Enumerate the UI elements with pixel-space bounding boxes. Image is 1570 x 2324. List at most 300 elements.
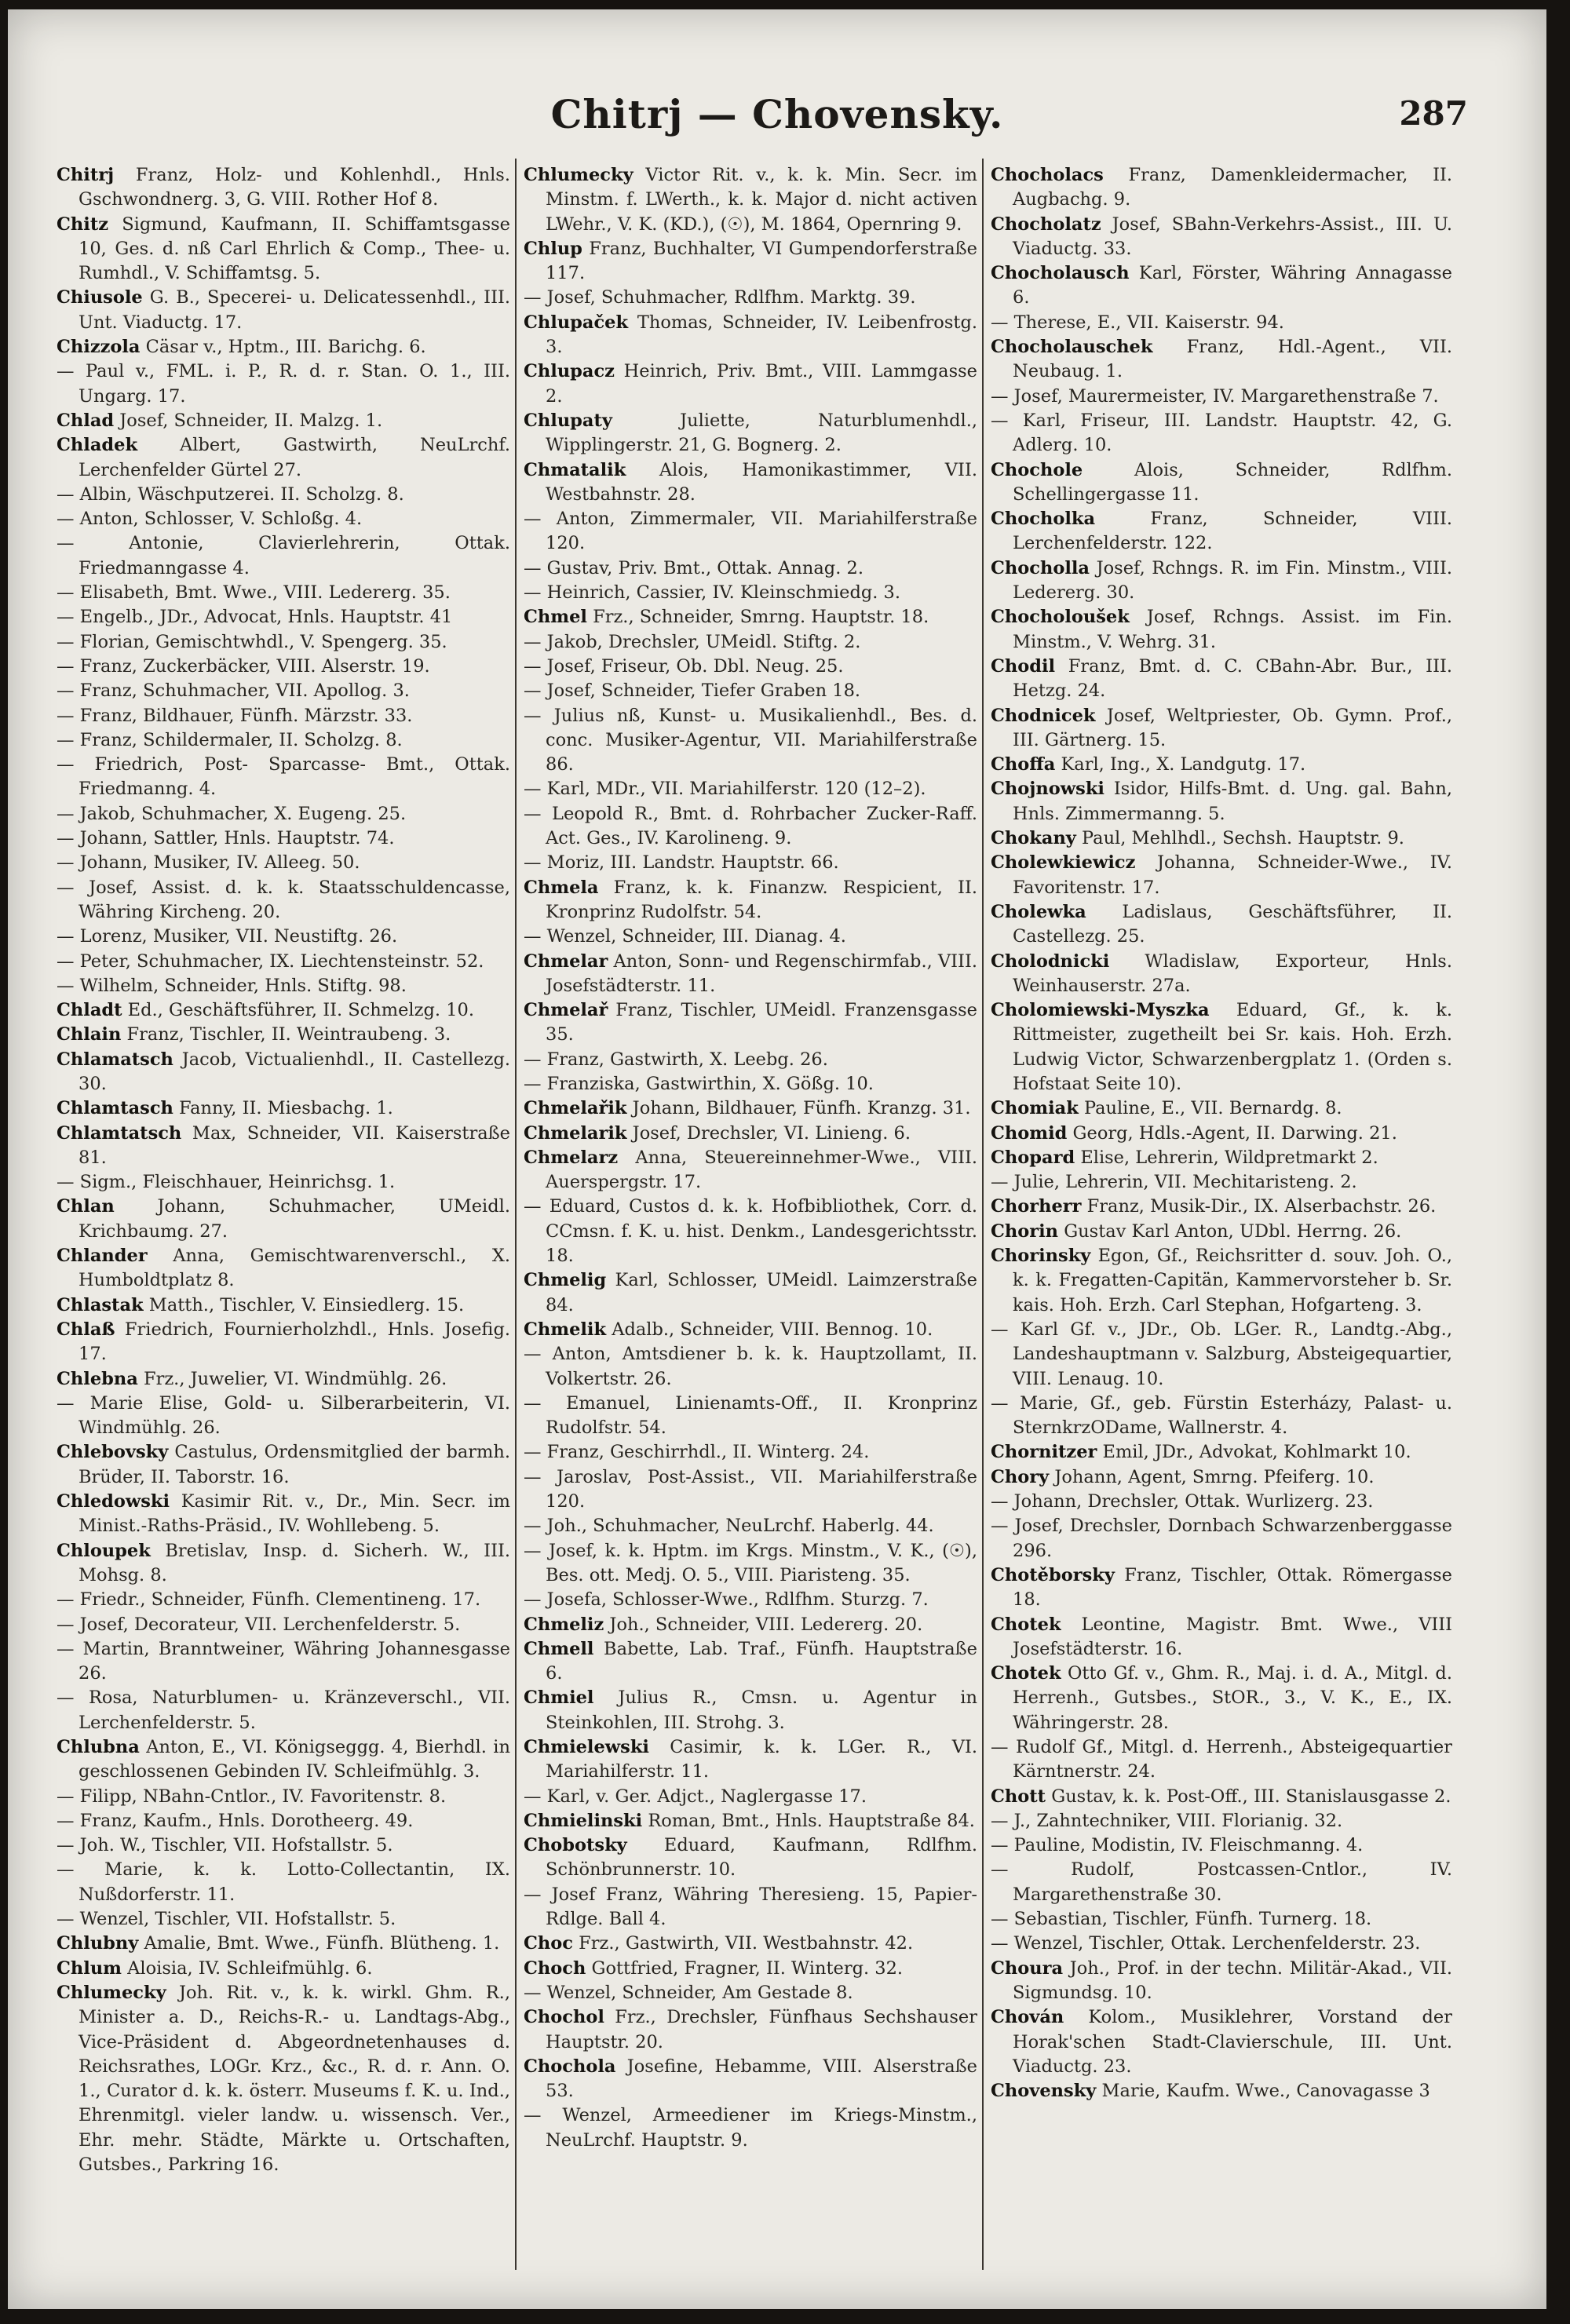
entry-details: — Franz, Zuckerbäcker, VIII. Alserstr. 19.: [57, 655, 430, 677]
entry-details: — Josefa, Schlosser-Wwe., Rdlfhm. Sturzg. 7.: [524, 1589, 929, 1611]
entry-details: — Anton, Zimmermaler, VII. Mariahilferstraße 120.: [524, 509, 977, 554]
entry-surname: Chocholka: [991, 509, 1096, 530]
entry-details: Johann, Bildhauer, Fünfh. Kranzg. 31.: [626, 1098, 971, 1119]
directory-entry: [524, 1588, 977, 1612]
entry-details: Anna, Gemischtwarenverschl., X. Humboldtplatz 8.: [78, 1246, 510, 1291]
entry-surname: Chlupacz: [524, 361, 615, 382]
directory-entry: [991, 1957, 1452, 2006]
directory-entry: [524, 1613, 977, 1637]
directory-entry: [991, 2079, 1452, 2103]
directory-entry: [524, 163, 977, 237]
directory-entry: [524, 1833, 977, 1883]
directory-entry: [991, 1907, 1452, 1932]
directory-entry: [991, 2005, 1452, 2079]
entry-details: Josef, Weltpriester, Ob. Gymn. Prof., III. Gärtnerg. 15.: [1013, 705, 1452, 750]
directory-entry: [57, 1981, 510, 2177]
entry-details: Franz, Buchhalter, VI Gumpendorferstraße 117.: [546, 238, 977, 284]
entry-details: Joh. Rit. v., k. k. wirkl. Ghm. R., Minister a. D., Reichs-R.- u. Landtags-Abg., Vice-Präsident d. Abgeordnetenhauses d. Reichsrathes, LOGr. Krz., &c., R. d. r. Ann. O. 1., Curator d. k. k. österr. Museums f. K. u. Ind., Ehrenmitgl. vieler landw. u. wissensch. Ver., Ehr. mehr. Städte, Märkte u. Ortschaften, Gutsbes., Parkring 16.: [78, 1982, 510, 2176]
entry-details: — Sigm., Fleischhauer, Heinrichsg. 1.: [57, 1172, 396, 1193]
entry-details: Gottfried, Fragner, II. Winterg. 32.: [586, 1957, 904, 1979]
directory-entry: [524, 1440, 977, 1465]
directory-entry: [57, 1392, 510, 1441]
directory-entry: [991, 753, 1452, 777]
entry-details: — Wenzel, Armeediener im Kriegs-Minstm., NeuLrchf. Hauptstr. 9.: [524, 2105, 977, 2151]
entry-details: Elise, Lehrerin, Wildpretmarkt 2.: [1075, 1147, 1378, 1168]
entry-details: — Josef Franz, Währing Theresieng. 15, Papier-Rdlge. Ball 4.: [524, 1884, 977, 1930]
directory-entry: [57, 1122, 510, 1171]
directory-entry: [991, 1563, 1452, 1613]
directory-entry: [524, 1195, 977, 1268]
directory-entry: [524, 1883, 977, 1932]
entry-details: Frz., Juwelier, VI. Windmühlg. 26.: [137, 1368, 447, 1389]
entry-details: Paul, Mehlhdl., Sechsh. Hauptstr. 9.: [1075, 828, 1404, 849]
entry-details: Franz, Musik-Dir., IX. Alserbachstr. 26.: [1081, 1196, 1437, 1217]
directory-entry: [991, 1490, 1452, 1514]
entry-details: Franz, Bmt. d. C. CBahn-Abr. Bur., III. Hetzg. 24.: [1013, 655, 1452, 702]
directory-entry: [57, 359, 510, 409]
entry-surname: Chlubna: [57, 1737, 140, 1757]
entry-details: — Joh., Schuhmacher, NeuLrchf. Haberlg. 44.: [524, 1516, 934, 1537]
column-2: [524, 163, 977, 2282]
directory-entry: [991, 950, 1452, 999]
entry-details: Franz, Schneider, VIII. Lerchenfelderstr. 122.: [1013, 509, 1452, 554]
directory-entry: [57, 728, 510, 753]
entry-details: Karl, Ing., X. Landgutg. 17.: [1055, 754, 1306, 775]
entry-details: Anna, Steuereinnehmer-Wwe., VIII. Auerspergstr. 17.: [546, 1147, 977, 1193]
entry-details: Ladislaus, Geschäftsführer, II. Castellezg. 25.: [1013, 901, 1452, 947]
entry-details: — Johann, Drechsler, Ottak. Wurlizerg. 23.: [991, 1491, 1374, 1512]
directory-entry: [57, 433, 510, 483]
entry-surname: Chlum: [57, 1957, 122, 1979]
directory-entry: [524, 1957, 977, 1981]
entry-details: — Wenzel, Tischler, Ottak. Lerchenfelderstr. 23.: [991, 1933, 1421, 1954]
entry-details: — Franz, Schildermaler, II. Scholzg. 8.: [57, 729, 403, 750]
entry-surname: Chokany: [991, 828, 1076, 849]
entry-details: Frz., Gastwirth, VII. Westbahnstr. 42.: [572, 1933, 914, 1954]
entry-details: Otto Gf. v., Ghm. R., Maj. i. d. A., Mitgl. d. Herrenh., Gutsbes., StOR., 3., V. K., E., IX. Währingerstr. 28.: [1013, 1663, 1452, 1733]
directory-entry: [991, 311, 1452, 335]
directory-entry: [57, 630, 510, 655]
entry-surname: Chiusole: [57, 287, 143, 308]
directory-entry: [57, 679, 510, 703]
directory-entry: [991, 1785, 1452, 1809]
entry-details: Juliette, Naturblumenhdl., Wipplingerstr. 21, G. Bognerg. 2.: [546, 410, 977, 456]
directory-entry: [991, 1392, 1452, 1441]
entry-surname: Chodil: [991, 655, 1056, 677]
directory-entry: [57, 1735, 510, 1785]
directory-entry: [57, 1318, 510, 1367]
entry-surname: Choura: [991, 1957, 1064, 1979]
directory-entry: [524, 237, 977, 286]
directory-entry: [57, 1785, 510, 1809]
entry-details: Emil, JDr., Advokat, Kohlmarkt 10.: [1097, 1442, 1411, 1463]
entry-details: — Josef, Friseur, Ob. Dbl. Neug. 25.: [524, 655, 844, 677]
page-number: 287: [1399, 94, 1468, 133]
page-title: Chitrj — Chovensky.: [550, 91, 1004, 137]
column-3: [991, 163, 1452, 2282]
directory-entry: [524, 1932, 977, 1956]
entry-details: Castulus, Ordensmitglied der barmh. Brüder, II. Taborstr. 16.: [78, 1442, 510, 1487]
entry-surname: Chory: [991, 1466, 1050, 1487]
entry-surname: Chlebovsky: [57, 1442, 169, 1463]
entry-details: — Filipp, NBahn-Cntlor., IV. Favoritenstr. 8.: [57, 1786, 447, 1807]
entry-details: — Jakob, Schuhmacher, X. Eugeng. 25.: [57, 803, 407, 824]
directory-entry: [524, 1514, 977, 1538]
entry-details: — Leopold R., Bmt. d. Rohrbacher Zucker-Raff. Act. Ges., IV. Karolineng. 9.: [524, 803, 977, 849]
directory-entry: [991, 1858, 1452, 1907]
entry-details: Johann, Agent, Smrng. Pfeiferg. 10.: [1049, 1466, 1375, 1487]
directory-entry: [524, 679, 977, 703]
entry-surname: Chmelig: [524, 1270, 607, 1291]
entry-surname: Chován: [991, 2007, 1064, 2028]
entry-details: Anton, E., VI. Königseggg. 4, Bierhdl. in geschlossenen Gebinden IV. Schleifmühlg. 3.: [78, 1737, 510, 1782]
entry-surname: Choch: [524, 1957, 586, 1979]
entry-details: — Marie Elise, Gold- u. Silberarbeiterin, VI. Windmühlg. 26.: [57, 1392, 510, 1439]
entry-surname: Chocholacs: [991, 165, 1104, 185]
entry-surname: Chomid: [991, 1122, 1068, 1144]
entry-details: — Wilhelm, Schneider, Hnls. Stiftg. 98.: [57, 975, 407, 996]
entry-details: — Josef, Schuhmacher, Rdlfhm. Marktg. 39.: [524, 287, 916, 308]
entry-details: Karl, Förster, Währing Annagasse 6.: [1013, 263, 1452, 308]
directory-entry: [524, 1686, 977, 1735]
entry-details: — Florian, Gemischtwhdl., V. Spengerg. 35.: [57, 631, 447, 652]
directory-entry: [57, 286, 510, 335]
entry-surname: Cholodnicki: [991, 950, 1110, 972]
entry-surname: Chlain: [57, 1024, 122, 1045]
entry-details: — Franz, Gastwirth, X. Leebg. 26.: [524, 1049, 828, 1070]
entry-details: Johanna, Schneider-Wwe., IV. Favoritenstr. 17.: [1013, 852, 1452, 898]
entry-details: Alois, Hamonikastimmer, VII. Westbahnstr. 28.: [546, 459, 977, 505]
directory-page: [8, 9, 1546, 2309]
directory-entry: [524, 605, 977, 629]
entry-details: — Franziska, Gastwirthin, X. Gößg. 10.: [524, 1073, 874, 1094]
entry-details: Franz, Damenkleidermacher, II. Augbachg. 9.: [1013, 165, 1452, 210]
directory-entry: [57, 335, 510, 359]
entry-details: Josefine, Hebamme, VIII. Alserstraße 53.: [546, 2056, 977, 2102]
entry-details: — Jaroslav, Post-Assist., VII. Mariahilferstraße 120.: [524, 1466, 977, 1512]
entry-details: Wladislaw, Exporteur, Hnls. Weinhauserstr. 27a.: [1013, 950, 1452, 996]
entry-surname: Chotěborsky: [991, 1564, 1115, 1585]
entry-details: Amalie, Bmt. Wwe., Fünfh. Blütheng. 1.: [138, 1933, 500, 1954]
directory-entry: [524, 556, 977, 581]
entry-details: — Elisabeth, Bmt. Wwe., VIII. Ledererg. 35.: [57, 582, 451, 604]
entry-details: Gustav Karl Anton, UDbl. Herrng. 26.: [1058, 1220, 1402, 1242]
entry-details: Frz., Drechsler, Fünfhaus Sechshauser Hauptstr. 20.: [546, 2007, 977, 2052]
directory-entry: [991, 777, 1452, 826]
directory-entry: [524, 1146, 977, 1195]
directory-entry: [524, 1637, 977, 1687]
directory-entry: [57, 1244, 510, 1293]
entry-details: Roman, Bmt., Hnls. Hauptstraße 84.: [642, 1810, 975, 1831]
entry-details: — Franz, Bildhauer, Fünfh. Märzstr. 33.: [57, 705, 413, 726]
directory-entry: [524, 1785, 977, 1809]
entry-details: — Jakob, Drechsler, UMeidl. Stiftg. 2.: [524, 631, 861, 652]
directory-entry: [991, 163, 1452, 213]
entry-details: — Julius nß, Kunst- u. Musikalienhdl., Bes. d. conc. Musiker-Agentur, VII. Mariahilferstraße 86.: [524, 705, 977, 775]
entry-details: Anton, Sonn- und Regenschirmfab., VIII. Josefstädterstr. 11.: [546, 950, 977, 996]
entry-details: — Anton, Schlosser, V. Schloßg. 4.: [57, 509, 363, 530]
entry-surname: Chmielewski: [524, 1737, 649, 1757]
directory-entry: [524, 1465, 977, 1515]
directory-entry: [57, 531, 510, 581]
directory-entry: [57, 483, 510, 507]
page-header: [8, 91, 1546, 157]
entry-details: Eduard, Kaufmann, Rdlfhm. Schönbrunnerstr. 10.: [546, 1835, 977, 1881]
directory-entry: [524, 1342, 977, 1392]
entry-surname: Chocholla: [991, 557, 1090, 578]
directory-entry: [991, 1318, 1452, 1392]
directory-entry: [991, 458, 1452, 508]
entry-surname: Chocholoušek: [991, 607, 1130, 628]
entry-details: — Wenzel, Tischler, VII. Hofstallstr. 5.: [57, 1909, 396, 1930]
entry-details: — Julie, Lehrerin, VII. Mechitaristeng. 2.: [991, 1172, 1357, 1193]
directory-entry: [524, 581, 977, 605]
entry-surname: Chmelar: [524, 950, 608, 972]
entry-details: — Emanuel, Linienamts-Off., II. Kronprinz Rudolfstr. 54.: [524, 1392, 977, 1439]
entry-details: — Engelb., JDr., Advocat, Hnls. Hauptstr. 41: [57, 607, 453, 628]
entry-details: — Friedrich, Post- Sparcasse- Bmt., Ottak. Friedmanng. 4.: [57, 754, 510, 800]
entry-details: — Josef, Decorateur, VII. Lerchenfelderstr. 5.: [57, 1614, 461, 1635]
directory-entry: [991, 1146, 1452, 1170]
entry-surname: Chloupek: [57, 1540, 151, 1561]
entry-surname: Chmelik: [524, 1319, 607, 1340]
column-1: [57, 163, 510, 2282]
directory-entry: [991, 655, 1452, 704]
directory-entry: [524, 1048, 977, 1072]
directory-entry: [57, 1490, 510, 1539]
entry-details: — Joh. W., Tischler, VII. Hofstallstr. 5.: [57, 1835, 393, 1856]
entry-details: Franz, k. k. Finanzw. Respicient, II. Kronprinz Rudolfstr. 54.: [546, 877, 977, 922]
entry-details: — Friedr., Schneider, Fünfh. Clementineng. 17.: [57, 1589, 481, 1611]
directory-entry: [524, 998, 977, 1048]
directory-entry: [524, 1392, 977, 1441]
entry-surname: Chmelař: [524, 1000, 608, 1021]
entry-details: — Sebastian, Tischler, Fünfh. Turnerg. 18.: [991, 1909, 1372, 1930]
entry-surname: Chizzola: [57, 337, 141, 358]
entry-details: Karl, Schlosser, UMeidl. Laimzerstraße 84.: [546, 1270, 977, 1315]
directory-entry: [57, 1833, 510, 1858]
entry-details: Kolom., Musiklehrer, Vorstand der Horak'schen Stadt-Clavierschule, III. Unt. Viaductg. 23.: [1013, 2007, 1452, 2077]
entry-surname: Chojnowski: [991, 779, 1104, 800]
entry-surname: Chladt: [57, 1000, 122, 1021]
entry-details: Josef, SBahn-Verkehrs-Assist., III. U. Viaductg. 33.: [1013, 213, 1452, 259]
entry-surname: Chlebna: [57, 1368, 138, 1389]
directory-entry: [524, 1809, 977, 1833]
directory-entry: [991, 1662, 1452, 1735]
entry-details: Julius R., Cmsn. u. Agentur in Steinkohlen, III. Strohg. 3.: [546, 1687, 977, 1733]
entry-surname: Chocholausch: [991, 263, 1130, 284]
entry-surname: Cholewkiewicz: [991, 852, 1136, 874]
directory-entry: [57, 802, 510, 826]
entry-details: — Karl, Friseur, III. Landstr. Hauptstr. 42, G. Adlerg. 10.: [991, 410, 1452, 456]
entry-details: Adalb., Schneider, VIII. Bennog. 10.: [606, 1319, 933, 1340]
entry-details: — Heinrich, Cassier, IV. Kleinschmiedg. 3.: [524, 582, 901, 604]
entry-details: Eduard, Gf., k. k. Rittmeister, zugetheilt bei Sr. kais. Hoh. Erzh. Ludwig Victor, Schwarzenbergplatz 1. (Orden s. Hofstaat Seite 10).: [1013, 1000, 1452, 1094]
entry-surname: Chmelarik: [524, 1122, 627, 1144]
entry-details: — Gustav, Priv. Bmt., Ottak. Annag. 2.: [524, 557, 864, 578]
directory-entry: [991, 1833, 1452, 1858]
entry-details: Marie, Kaufm. Wwe., Canovagasse 3: [1096, 2081, 1430, 2102]
entry-details: — Pauline, Modistin, IV. Fleischmanng. 4.: [991, 1835, 1364, 1856]
directory-entry: [991, 1096, 1452, 1121]
entry-surname: Chorin: [991, 1220, 1059, 1242]
entry-details: Isidor, Hilfs-Bmt. d. Ung. gal. Bahn, Hnls. Zimmermanng. 5.: [1013, 779, 1452, 824]
directory-entry: [524, 409, 977, 458]
entry-details: Cäsar v., Hptm., III. Barichg. 6.: [140, 337, 426, 358]
directory-entry: [524, 286, 977, 310]
entry-surname: Chmell: [524, 1638, 594, 1659]
directory-entry: [991, 1244, 1452, 1318]
directory-entry: [524, 2005, 977, 2055]
directory-entry: [57, 753, 510, 802]
entry-surname: Cholomiewski-Myszka: [991, 1000, 1210, 1021]
entry-details: Franz, Tischler, UMeidl. Franzensgasse 35.: [546, 1000, 977, 1045]
directory-entry: [991, 213, 1452, 262]
entry-surname: Chovensky: [991, 2081, 1097, 2102]
directory-entry: [57, 1613, 510, 1637]
entry-details: — Anton, Amtsdiener b. k. k. Hauptzollamt, II. Volkertstr. 26.: [524, 1344, 977, 1389]
entry-details: Casimir, k. k. LGer. R., VI. Mariahilferstr. 11.: [546, 1737, 977, 1782]
entry-surname: Chlander: [57, 1246, 148, 1267]
directory-entry: [57, 1096, 510, 1121]
directory-entry: [524, 777, 977, 801]
entry-details: — Antonie, Clavierlehrerin, Ottak. Friedmanngasse 4.: [57, 533, 510, 578]
entry-details: — Josef, Drechsler, Dornbach Schwarzenberggasse 296.: [991, 1516, 1452, 1561]
entry-details: — Josef, Maurermeister, IV. Margarethenstraße 7.: [991, 385, 1439, 407]
directory-entry: [57, 1048, 510, 1097]
entry-surname: Chmelařik: [524, 1098, 627, 1119]
entry-details: Aloisia, IV. Schleifmühlg. 6.: [121, 1957, 373, 1979]
directory-entry: [524, 1318, 977, 1342]
directory-entry: [524, 1072, 977, 1096]
entry-surname: Chlaß: [57, 1319, 115, 1340]
directory-entry: [57, 925, 510, 949]
entry-details: Joh., Schneider, VIII. Ledererg. 20.: [604, 1614, 923, 1635]
entry-surname: Chochole: [991, 459, 1083, 480]
directory-entry: [991, 1932, 1452, 1956]
entry-surname: Choc: [524, 1933, 573, 1954]
entry-surname: Chopard: [991, 1147, 1075, 1168]
directory-entry: [57, 826, 510, 851]
entry-details: — Rudolf, Postcassen-Cntlor., IV. Margarethenstraße 30.: [991, 1859, 1452, 1905]
entry-surname: Chlastak: [57, 1294, 144, 1315]
directory-entry: [524, 630, 977, 655]
entry-surname: Chotek: [991, 1614, 1061, 1635]
directory-entry: [991, 556, 1452, 606]
directory-entry: [57, 1637, 510, 1687]
entry-details: Pauline, E., VII. Bernardg. 8.: [1078, 1098, 1342, 1119]
entry-details: Josef, Schneider, II. Malzg. 1.: [114, 410, 383, 431]
entry-details: — Johann, Musiker, IV. Alleeg. 50.: [57, 852, 360, 874]
directory-entry: [57, 655, 510, 679]
directory-entry: [991, 1465, 1452, 1490]
entry-details: — Karl, v. Ger. Adjct., Naglergasse 17.: [524, 1786, 867, 1807]
entry-surname: Chladek: [57, 435, 138, 456]
entry-details: — Josef, Schneider, Tiefer Graben 18.: [524, 680, 861, 702]
entry-surname: Choffa: [991, 754, 1056, 775]
entry-surname: Chmatalik: [524, 459, 626, 480]
directory-entry: [524, 458, 977, 508]
entry-details: Thomas, Schneider, IV. Leibenfrostg. 3.: [546, 312, 977, 358]
directory-entry: [991, 900, 1452, 950]
entry-details: — Franz, Kaufm., Hnls. Dorotheerg. 49.: [57, 1810, 414, 1831]
directory-entry: [57, 1932, 510, 1956]
directory-entry: [524, 655, 977, 679]
directory-entry: [57, 950, 510, 974]
entry-details: Joh., Prof. in der techn. Militär-Akad., VII. Sigmundsg. 10.: [1013, 1957, 1452, 2003]
directory-entry: [524, 802, 977, 852]
entry-details: — Wenzel, Schneider, III. Dianag. 4.: [524, 926, 846, 947]
entry-details: Frz., Schneider, Smrng. Hauptstr. 18.: [586, 607, 929, 628]
entry-details: — Paul v., FML. i. P., R. d. r. Stan. O. 1., III. Ungarg. 17.: [57, 361, 510, 407]
directory-entry: [57, 998, 510, 1023]
entry-surname: Chlubny: [57, 1933, 139, 1954]
directory-entry: [991, 335, 1452, 385]
entry-surname: Chitrj: [57, 165, 115, 185]
entry-details: Friedrich, Fournierholzhdl., Hnls. Josefig. 17.: [78, 1319, 510, 1365]
entry-surname: Chobotsky: [524, 1835, 627, 1856]
directory-entry: [991, 1220, 1452, 1244]
entry-details: — Josef, Assist. d. k. k. Staatsschuldencasse, Währing Kircheng. 20.: [57, 877, 510, 922]
directory-entry: [991, 1809, 1452, 1833]
directory-entry: [57, 851, 510, 875]
directory-entry: [991, 1170, 1452, 1195]
directory-entry: [991, 409, 1452, 458]
directory-entry: [57, 1588, 510, 1612]
entry-surname: Chochola: [524, 2056, 616, 2077]
entry-surname: Chmelarz: [524, 1147, 619, 1168]
directory-entry: [991, 385, 1452, 409]
directory-entry: [524, 876, 977, 925]
directory-entry: [524, 704, 977, 778]
directory-entry: [57, 581, 510, 605]
column-rule: [515, 159, 517, 2270]
entry-details: Bretislav, Insp. d. Sicherh. W., III. Mohsg. 8.: [78, 1540, 510, 1585]
entry-details: Max, Schneider, VII. Kaiserstraße 81.: [78, 1122, 510, 1168]
directory-entry: [57, 704, 510, 728]
entry-details: Ed., Geschäftsführer, II. Schmelzg. 10.: [122, 1000, 474, 1021]
directory-entry: [524, 1735, 977, 1785]
directory-entry: [524, 1268, 977, 1318]
entry-details: — Moriz, III. Landstr. Hauptstr. 66.: [524, 852, 839, 874]
directory-entry: [57, 1195, 510, 1244]
entry-surname: Chorherr: [991, 1196, 1082, 1217]
entry-surname: Chlupaček: [524, 312, 629, 333]
column-rule: [982, 159, 984, 2270]
entry-surname: Chmela: [524, 877, 599, 898]
entry-surname: Chomiak: [991, 1098, 1079, 1119]
directory-entry: [57, 1440, 510, 1490]
directory-entry: [524, 950, 977, 999]
entry-surname: Chotek: [991, 1663, 1061, 1684]
directory-entry: [991, 998, 1452, 1096]
entry-surname: Chlan: [57, 1196, 115, 1217]
entry-surname: Chlup: [524, 238, 582, 259]
entry-details: Victor Rit. v., k. k. Min. Secr. im Minstm. f. LWerth., k. k. Major d. nicht activen LWehr., V. K. (KD.), (☉), M. 1864, Opernring 9.: [546, 165, 977, 235]
entry-details: Matth., Tischler, V. Einsiedlerg. 15.: [143, 1294, 465, 1315]
entry-details: Johann, Schuhmacher, UMeidl. Krichbaumg. 27.: [78, 1196, 510, 1242]
directory-entry: [57, 1170, 510, 1195]
directory-entry: [991, 851, 1452, 900]
entry-surname: Chmeliz: [524, 1614, 604, 1635]
directory-entry: [57, 213, 510, 286]
directory-entry: [524, 925, 977, 949]
entry-surname: Chlupaty: [524, 410, 612, 431]
directory-entry: [991, 507, 1452, 556]
entry-surname: Chodnicek: [991, 705, 1096, 726]
entry-surname: Chorinsky: [991, 1246, 1091, 1267]
entry-details: — J., Zahntechniker, VIII. Florianig. 32.: [991, 1810, 1343, 1831]
